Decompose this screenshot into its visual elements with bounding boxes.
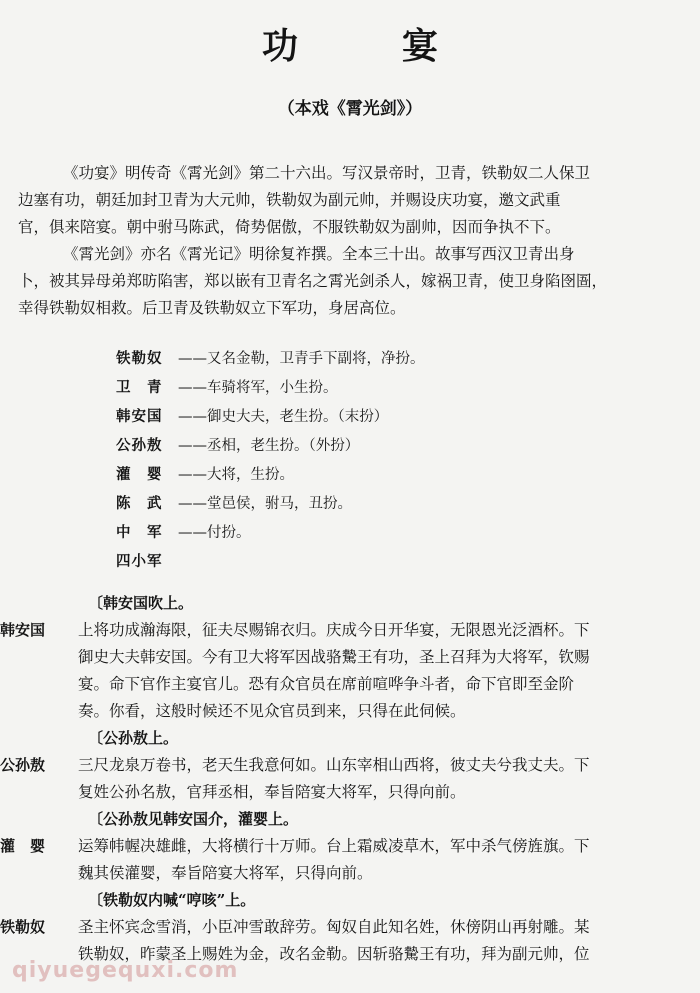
speaker-name: 公孙敖 xyxy=(0,756,46,774)
cast-description: ——又名金勒，卫青手下副将，净扮。 xyxy=(178,351,425,367)
speech-line: 魏其侯灌婴，奉旨陪宴大将军，只得向前。 xyxy=(78,864,373,882)
speaker-name: 韩安国 xyxy=(0,621,46,639)
cast-name: 韩安国 xyxy=(116,408,163,425)
speech-line: 铁勒奴，昨蒙圣上赐姓为金，改名金勒。因斩骆驇王有功，拜为副元帅，位 xyxy=(78,945,590,963)
speech-line: 宴。命下官作主宴官儿。恐有众官员在席前喧哗争斗者，命下官即至金阶 xyxy=(78,675,575,693)
stage-direction: 〔韩安国吹上。 xyxy=(88,594,194,612)
speaker-name: 灌 婴 xyxy=(0,837,46,855)
intro-line: 卜，被其异母弟郑昉陷害，郑以嵌有卫青名之霄光剑杀人，嫁祸卫青，使卫身陷囹圄， xyxy=(18,272,608,290)
cast-name: 灌 婴 xyxy=(116,466,163,483)
cast-name: 公孙敖 xyxy=(116,437,163,454)
cast-description: ——大将，生扮。 xyxy=(178,467,294,483)
speech-block xyxy=(0,833,700,887)
intro-line: 边塞有功，朝廷加封卫青为大元帅，铁勒奴为副元帅，并赐设庆功宴，邀文武重 xyxy=(18,191,561,209)
speech-line: 御史大夫韩安国。今有卫大将军因战骆驇王有功，圣上召拜为大将军，钦赐 xyxy=(78,648,590,666)
cast-description: ——丞相，老生扮。（外扮） xyxy=(178,438,360,454)
page-subtitle: （本戏《霄光剑》） xyxy=(277,99,423,119)
intro-line: 官，俱来陪宴。朝中驸马陈武，倚势倨傲，不服铁勒奴为副帅，因而争执不下。 xyxy=(18,218,561,236)
watermark: qiyuegequxi.com xyxy=(12,958,239,983)
cast-list xyxy=(116,344,576,576)
stage-direction: 〔公孙敖见韩安国介，灌婴上。 xyxy=(88,810,299,828)
speaker-name: 铁勒奴 xyxy=(0,918,46,936)
speech-line: 圣主怀宾念雪消，小臣冲雪敢辞劳。匈奴自此知名姓，休傍阴山再射雕。某 xyxy=(78,918,590,936)
stage-direction: 〔铁勒奴内喊“哼咳”上。 xyxy=(88,891,256,909)
stage-direction: 〔公孙敖上。 xyxy=(88,729,179,747)
speech-line: 上将功成瀚海限，征夫尽赐锦衣归。庆成今日开华宴，无限恩光泛酒杯。下 xyxy=(78,621,590,639)
intro-line: 幸得铁勒奴相救。后卫青及铁勒奴立下军功，身居高位。 xyxy=(18,299,406,317)
cast-name: 四小军 xyxy=(116,553,163,570)
cast-description: ——御史大夫，老生扮。（末扮） xyxy=(178,409,389,425)
speech-line: 三尺龙泉万卷书，老天生我意何如。山东宰相山西将，彼丈夫兮我丈夫。下 xyxy=(78,756,590,774)
cast-row xyxy=(116,344,576,373)
cast-row xyxy=(116,373,576,402)
speech-block xyxy=(0,752,700,806)
cast-description: ——堂邑侯，驸马，丑扮。 xyxy=(178,496,352,512)
cast-name: 中 军 xyxy=(116,524,163,541)
cast-row xyxy=(116,431,576,460)
script-body xyxy=(0,590,700,968)
cast-description: ——车骑将军，小生扮。 xyxy=(178,380,338,396)
intro-line: 《霄光剑》亦名《霄光记》明徐复祚撰。全本三十出。故事写西汉卫青出身 xyxy=(63,245,575,263)
speech-line: 复姓公孙名敖，官拜丞相，奉旨陪宴大将军，只得向前。 xyxy=(78,783,466,801)
page-title: 功 宴 xyxy=(261,25,472,67)
cast-name: 陈 武 xyxy=(116,495,163,512)
intro-paragraphs xyxy=(18,160,698,322)
cast-name: 铁勒奴 xyxy=(116,350,163,367)
cast-row xyxy=(116,518,576,547)
cast-row xyxy=(116,460,576,489)
speech-block xyxy=(0,617,700,725)
speech-line: 奏。你看，这般时候还不见众官员到来，只得在此伺候。 xyxy=(78,702,466,720)
speech-line: 运筹帏幄决雄雌，大将横行十万师。台上霜威凌草木，军中杀气傍旌旗。下 xyxy=(78,837,590,855)
cast-name: 卫 青 xyxy=(116,379,163,396)
cast-row xyxy=(116,489,576,518)
cast-row xyxy=(116,402,576,431)
intro-line: 《功宴》明传奇《霄光剑》第二十六出。写汉景帝时，卫青，铁勒奴二人保卫 xyxy=(63,164,591,182)
cast-row xyxy=(116,547,576,576)
cast-description: ——付扮。 xyxy=(178,525,251,541)
